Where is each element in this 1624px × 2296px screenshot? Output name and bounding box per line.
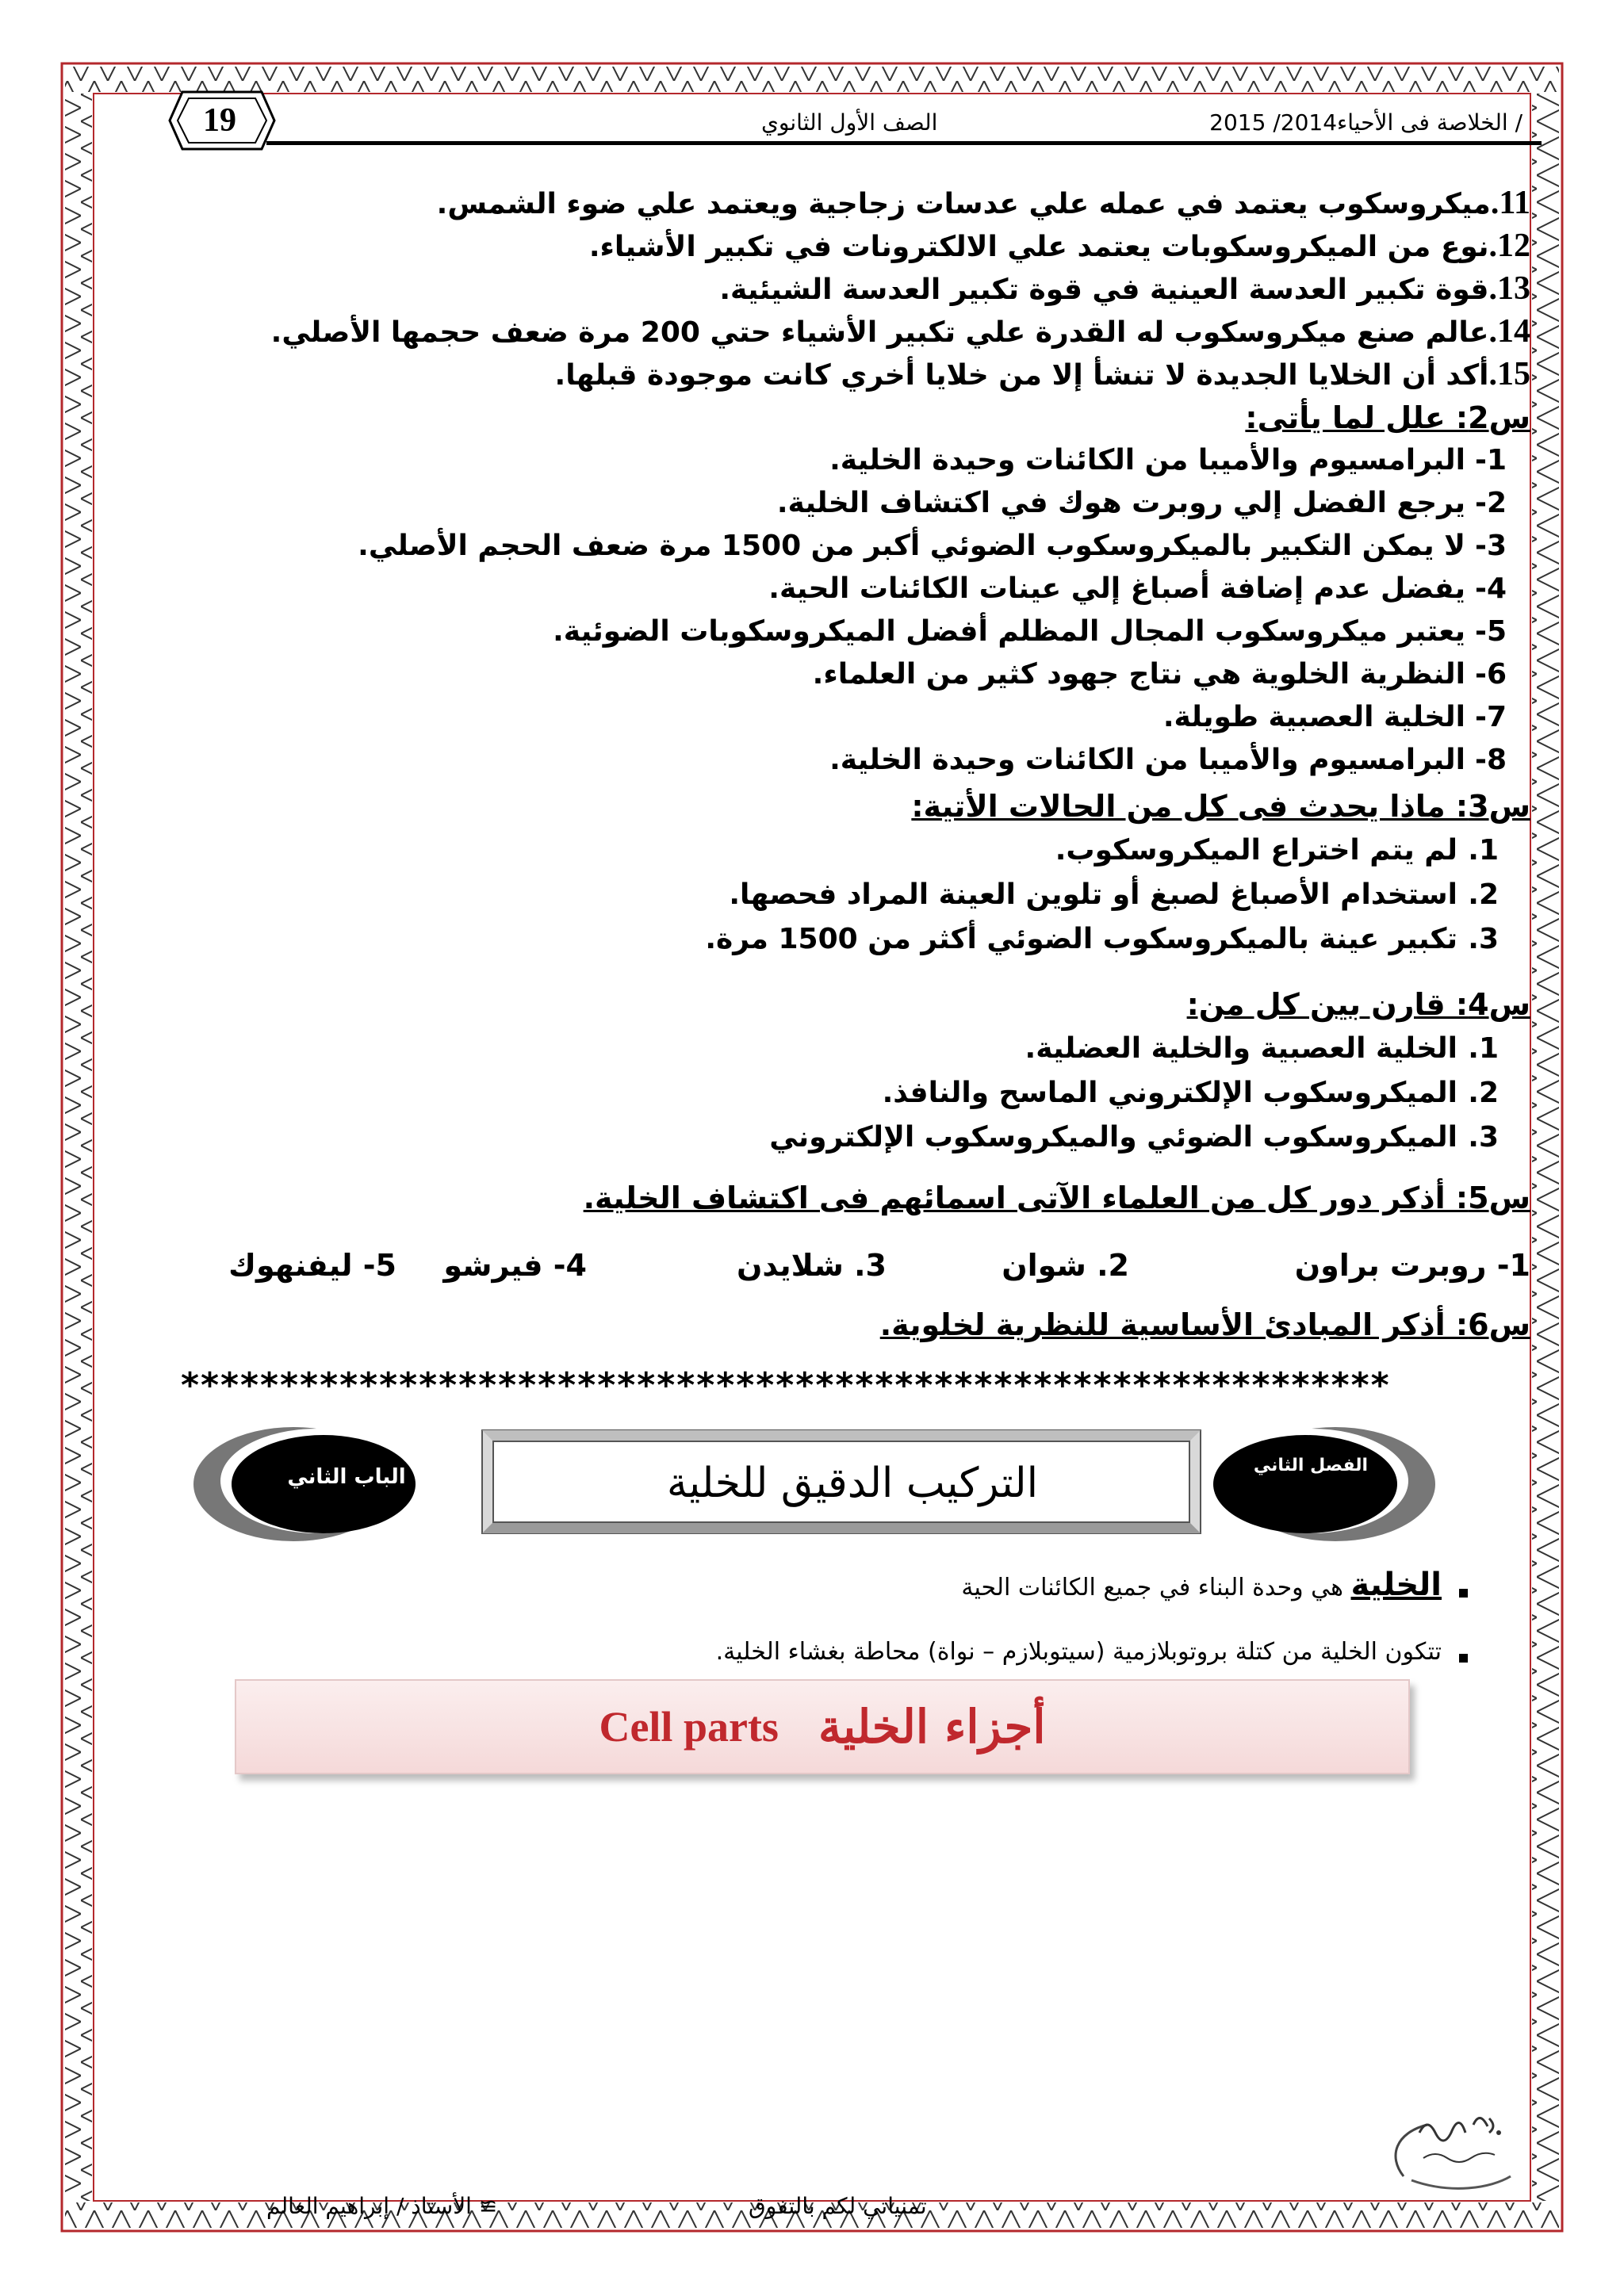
item-number: 15. <box>1488 356 1530 392</box>
item-text: ميكروسكوب يعتمد في عمله علي عدسات زجاجية ويعتمد علي ضوء الشمس. <box>436 188 1491 220</box>
separator-stars: ************************************************************* <box>181 1365 1391 1406</box>
list-item <box>358 530 1507 562</box>
bullet-icon <box>1459 1589 1468 1598</box>
item-number: 6- <box>1474 658 1507 691</box>
cell-parts-arabic: أجزاء الخلية <box>818 1700 1046 1754</box>
item-number: 1. <box>1468 1032 1499 1065</box>
header-book-title-text: الخلاصة فى الأحياء2014/ 2015 <box>1209 109 1508 136</box>
list-item <box>777 487 1507 519</box>
question-5-title: س5: أذكر دور كل من العلماء الآتى اسمائهم فى اكتشاف الخلية. <box>583 1181 1530 1215</box>
item-text: يفضل عدم إضافة أصباغ إلي عينات الكائنات الحية. <box>768 572 1465 605</box>
item-text: الميكروسكوب الإلكتروني الماسح والنافذ. <box>882 1077 1457 1109</box>
item-text: الخلية العصبية طويلة. <box>1162 701 1465 733</box>
list-item <box>829 744 1507 776</box>
bullet-composition-text: تتكون الخلية من كتلة بروتوبلازمية (سيتوبلازم – نواة) محاطة بغشاء الخلية. <box>715 1638 1442 1666</box>
list-item <box>1163 701 1507 733</box>
item-text: الميكروسكوب الضوئي والميكروسكوب الإلكتروني <box>769 1121 1457 1154</box>
header-slash: / <box>1515 109 1522 136</box>
scientist-name: 3. شلايدن <box>737 1248 887 1283</box>
page-number: 19 <box>203 102 236 139</box>
item-number: 3. <box>1468 923 1499 955</box>
list-item <box>829 444 1507 476</box>
title-frame-bevel-top <box>482 1430 1201 1441</box>
item-number: 5- <box>1474 615 1507 648</box>
list-item <box>729 878 1499 911</box>
item-number: 13. <box>1488 270 1530 307</box>
bullet-definition-text: هي وحدة البناء في جميع الكائنات الحية <box>961 1574 1351 1601</box>
list-item <box>883 1077 1499 1109</box>
item-text: استخدام الأصباغ لصبغ أو تلوين العينة المراد فحصها. <box>729 878 1457 911</box>
scientist-name: 4- فيرشو <box>443 1248 587 1283</box>
question-2-title: س2: علل لما يأتى: <box>1245 400 1530 435</box>
item-number: 2. <box>1468 878 1499 911</box>
list-item <box>769 1121 1499 1154</box>
bullet-icon <box>1459 1654 1468 1663</box>
item-text: نوع من الميكروسكوبات يعتمد علي الالكترونات في تكبير الأشياء. <box>588 231 1489 263</box>
header-book-title <box>1209 109 1522 136</box>
question-4-title: س4: قارن بين كل من: <box>1186 987 1530 1022</box>
scientists-list <box>71 1248 1530 1283</box>
item-number: 1- <box>1474 444 1507 476</box>
item-text: النظرية الخلوية هي نتاج جهود كثير من العلماء. <box>812 658 1465 691</box>
list-item <box>553 615 1507 648</box>
item-text: قوة تكبير العدسة العينية في قوة تكبير العدسة الشيئية. <box>719 274 1489 306</box>
item-text: لم يتم اختراع الميكروسكوب. <box>1055 834 1457 867</box>
cell-parts-banner <box>235 1679 1410 1774</box>
cell-parts-english: Cell parts <box>599 1703 779 1751</box>
list-item <box>437 184 1530 222</box>
header-rule <box>266 141 1542 145</box>
header-grade: الصف الأول الثانوي <box>761 109 938 136</box>
item-text: الخلية العصبية والخلية العضلية. <box>1025 1032 1457 1065</box>
item-number: 12. <box>1488 228 1530 264</box>
footer-wish: تمنياتي لكم بالتفوق <box>749 2193 927 2219</box>
item-number: 2. <box>1468 1077 1499 1109</box>
item-number: 4- <box>1474 572 1507 605</box>
item-text: يعتبر ميكروسكوب المجال المظلم أفضل الميكروسكوبات الضوئية. <box>553 615 1465 648</box>
item-number: 2- <box>1474 487 1507 519</box>
list-item <box>271 312 1530 350</box>
footer-author: ≅ الأستاذ / إبراهيم العالم <box>266 2193 498 2219</box>
chapter-title: التركيب الدقيق للخلية <box>666 1460 1039 1507</box>
item-number: 11. <box>1490 185 1530 221</box>
scientist-name: 5- ليفنهوك <box>228 1248 396 1283</box>
right-oval <box>1213 1435 1397 1533</box>
item-text: عالم صنع ميكروسكوب له القدرة علي تكبير الأشياء حتي 200 مرة ضعف حجمها الأصلي. <box>270 316 1489 349</box>
list-item <box>705 923 1499 955</box>
part-label: الباب الثاني <box>287 1465 406 1489</box>
list-item <box>768 572 1507 605</box>
item-text: أكد أن الخلايا الجديدة لا تنشأ إلا من خلايا أخري كانت موجودة قبلها. <box>554 359 1489 392</box>
item-text: البرامسيوم والأميبا من الكائنات وحيدة الخلية. <box>829 744 1465 776</box>
scientist-name: 1- روبرت براون <box>1294 1248 1530 1283</box>
item-number: 14. <box>1488 313 1530 350</box>
item-text: البرامسيوم والأميبا من الكائنات وحيدة الخلية. <box>829 444 1465 476</box>
item-number: 3. <box>1468 1121 1499 1154</box>
list-item <box>589 227 1530 265</box>
item-number: 1. <box>1468 834 1499 867</box>
title-frame-bevel-bottom <box>482 1522 1201 1533</box>
list-item <box>813 658 1507 691</box>
list-item <box>555 355 1530 393</box>
bullet-composition <box>716 1638 1442 1666</box>
item-text: لا يمكن التكبير بالميكروسكوب الضوئي أكبر من 1500 مرة ضعف الحجم الأصلي. <box>358 530 1465 562</box>
question-3-title: س3: ماذا يحدث فى كل من الحالات الأتية: <box>911 789 1530 824</box>
list-item <box>1055 834 1499 867</box>
chapter-label: الفصل الثاني <box>1253 1456 1369 1475</box>
list-item <box>719 270 1530 308</box>
list-item <box>1025 1032 1499 1065</box>
question-6-title: س6: أذكر المبادئ الأساسية للنظرية لخلوية. <box>879 1307 1530 1342</box>
bullet-definition <box>961 1567 1442 1603</box>
bullet-definition-term: الخلية <box>1350 1567 1442 1603</box>
item-number: 7- <box>1474 701 1507 733</box>
item-number: 3- <box>1474 530 1507 562</box>
item-text: يرجع الفضل إلي روبرت هوك في اكتشاف الخلية. <box>776 487 1465 519</box>
signature-stamp <box>1380 2101 1522 2196</box>
item-text: تكبير عينة بالميكروسكوب الضوئي أكثر من 1500 مرة. <box>705 923 1457 955</box>
item-number: 8- <box>1474 744 1507 776</box>
scientist-name: 2. شوان <box>1002 1248 1129 1283</box>
